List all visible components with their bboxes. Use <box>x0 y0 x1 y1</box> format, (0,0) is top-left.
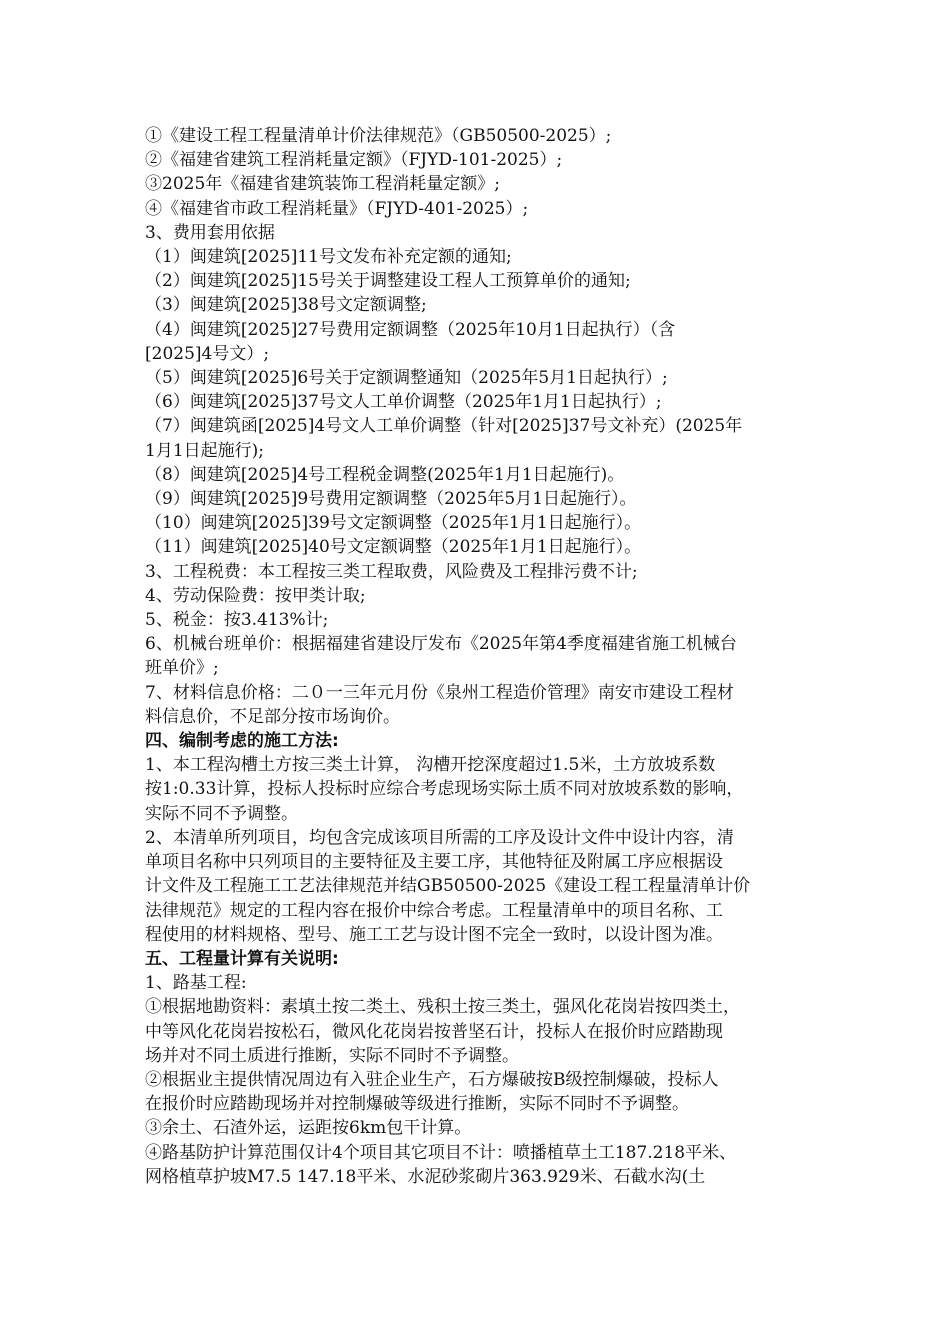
text-line: （4）闽建筑[2025]27号费用定额调整（2025年10月1日起执行）（含 <box>145 319 676 340</box>
text-line: （5）闽建筑[2025]6号关于定额调整通知（2025年5月1日起执行）; <box>145 368 668 389</box>
text-line: ②根据业主提供情况周边有入驻企业生产，石方爆破按B级控制爆破，投标人 <box>145 1069 719 1090</box>
text-line: 1月1日起施行); <box>145 440 264 461</box>
text-line: 单项目名称中只列项目的主要特征及主要工序，其他特征及附属工序应根据设 <box>145 852 723 873</box>
text-line: 网格植草护坡M7.5 147.18平米、水泥砂浆砌片363.929米、石截水沟(土 <box>145 1166 706 1187</box>
text-line: ④《福建省市政工程消耗量》（FJYD-401-2025）; <box>145 198 529 219</box>
text-line: 班单价》; <box>145 658 219 679</box>
text-line: ③余土、石渣外运，运距按6km包干计算。 <box>145 1118 472 1139</box>
text-line: 5、税金：按3.413%计; <box>145 610 329 631</box>
text-line: 计文件及工程施工工艺法律规范并结GB50500-2025《建设工程工程量清单计价 <box>145 876 751 897</box>
text-line: （8）闽建筑[2025]4号工程税金调整(2025年1月1日起施行)。 <box>145 464 625 485</box>
text-line: 3、费用套用依据 <box>145 222 275 243</box>
text-line: 法律规范》规定的工程内容在报价中综合考虑。工程量清单中的项目名称、工 <box>145 900 723 921</box>
document-body <box>145 124 815 1189</box>
text-line: 1、路基工程: <box>145 973 247 994</box>
text-line: 程使用的材料规格、型号、施工工艺与设计图不完全一致时，以设计图为准。 <box>145 924 723 945</box>
text-line: （2）闽建筑[2025]15号关于调整建设工程人工预算单价的通知; <box>145 271 631 292</box>
text-line: （3）闽建筑[2025]38号文定额调整; <box>145 295 427 316</box>
text-line: ③2025年《福建省建筑装饰工程消耗量定额》; <box>145 174 500 195</box>
text-line: ①《建设工程工程量清单计价法律规范》（GB50500-2025）; <box>145 126 612 146</box>
text-line: 中等风化花岗岩按松石，微风化花岗岩按普坚石计，投标人在报价时应踏勘现 <box>145 1021 723 1042</box>
text-line: ②《福建省建筑工程消耗量定额》（FJYD-101-2025）; <box>145 150 563 171</box>
text-line: [2025]4号文）; <box>145 343 270 364</box>
text-line: 7、材料信息价格：二０一三年元月份《泉州工程造价管理》南安市建设工程材 <box>145 682 734 703</box>
text-line: （1）闽建筑[2025]11号文发布补充定额的通知; <box>145 247 512 268</box>
text-line: 料信息价，不足部分按市场询价。 <box>145 706 400 727</box>
text-line: 4、劳动保险费：按甲类计取; <box>145 585 366 606</box>
text-line: ①根据地勘资料：素填土按二类土、残积土按三类土，强风化花岗岩按四类土， <box>145 997 740 1018</box>
text-line: 6、机械台班单价：根据福建省建设厅发布《2025年第4季度福建省施工机械台 <box>145 634 737 655</box>
text-line: 实际不同不予调整。 <box>145 803 298 824</box>
text-line: （9）闽建筑[2025]9号费用定额调整（2025年5月1日起施行）。 <box>145 489 637 510</box>
text-line: （10）闽建筑[2025]39号文定额调整（2025年1月1日起施行）。 <box>145 513 642 534</box>
text-line: 2、本清单所列项目，均包含完成该项目所需的工序及设计文件中设计内容，清 <box>145 827 734 848</box>
text-line: 在报价时应踏勘现场并对控制爆破等级进行推断，实际不同时不予调整。 <box>145 1094 689 1115</box>
section-heading: 四、编制考虑的施工方法: <box>145 731 339 752</box>
section-heading: 五、工程量计算有关说明: <box>145 948 339 969</box>
text-line: （11）闽建筑[2025]40号文定额调整（2025年1月1日起施行）。 <box>145 537 642 558</box>
text-line: （7）闽建筑函[2025]4号文人工单价调整（针对[2025]37号文补充）(2025年 <box>145 416 743 437</box>
text-line: 3、工程税费：本工程按三类工程取费，风险费及工程排污费不计; <box>145 561 638 582</box>
text-line: ④路基防护计算范围仅计4个项目其它项目不计：喷播植草土工187.218平米、 <box>145 1142 737 1163</box>
text-line: 场并对不同土质进行推断，实际不同时不予调整。 <box>145 1045 519 1066</box>
text-line: 1、本工程沟槽土方按三类土计算， 沟槽开挖深度超过1.5米，土方放坡系数 <box>145 755 716 776</box>
text-line: （6）闽建筑[2025]37号文人工单价调整（2025年1月1日起执行）; <box>145 392 662 413</box>
text-line: 按1:0.33计算，投标人投标时应综合考虑现场实际土质不同对放坡系数的影响， <box>145 779 744 800</box>
